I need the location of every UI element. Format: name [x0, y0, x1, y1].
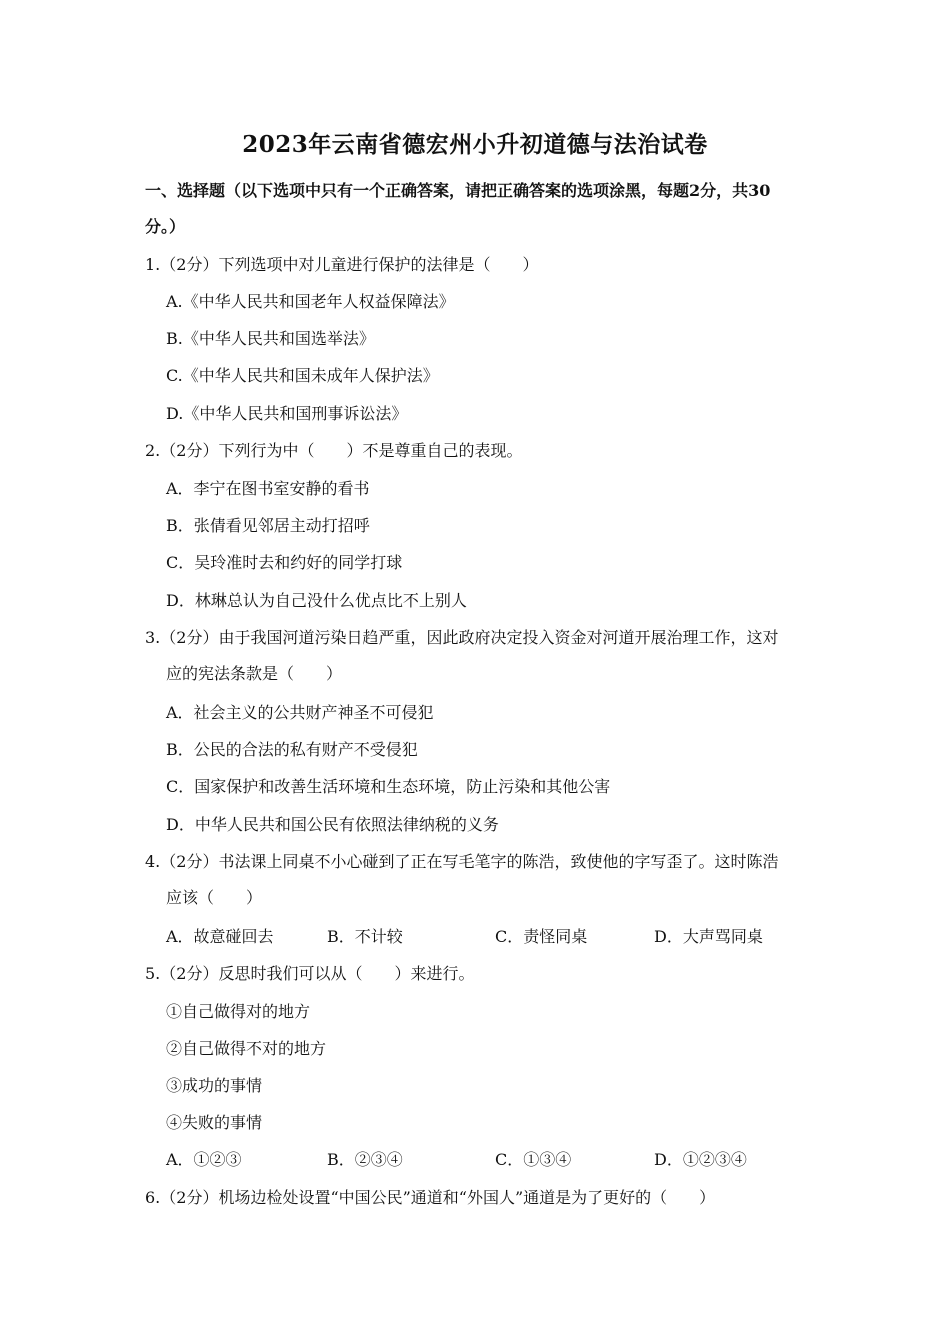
question-1-option-d: D.《中华人民共和国刑事诉讼法》 — [166, 404, 408, 423]
question-5-option-d: D．①②③④ — [654, 1150, 747, 1169]
question-5-option-b: B．②③④ — [327, 1150, 403, 1169]
question-1-option-c: C.《中华人民共和国未成年人保护法》 — [166, 366, 439, 385]
question-2-stem: 2.（2分）下列行为中（ ）不是尊重自己的表现。 — [145, 441, 523, 460]
question-3-stem-cont: 应的宪法条款是（ ） — [166, 664, 343, 683]
question-5-option-a: A．①②③ — [166, 1150, 242, 1169]
question-3-option-a: A．社会主义的公共财产神圣不可侵犯 — [166, 703, 434, 722]
question-5-item-2: ②自己做得不对的地方 — [166, 1039, 327, 1058]
question-1-stem: 1.（2分）下列选项中对儿童进行保护的法律是（ ） — [145, 255, 539, 274]
question-4-stem-cont: 应该（ ） — [166, 888, 263, 907]
question-2-option-a: A．李宁在图书室安静的看书 — [166, 479, 370, 498]
page-title: 2023年云南省德宏州小升初道德与法治试卷 — [242, 131, 708, 158]
question-2-option-b: B．张倩看见邻居主动打招呼 — [166, 516, 370, 535]
question-5-item-4: ④失败的事情 — [166, 1113, 263, 1132]
question-5-stem: 5.（2分）反思时我们可以从（ ）来进行。 — [145, 964, 475, 983]
question-2-option-d: D．林琳总认为自己没什么优点比不上别人 — [166, 591, 467, 610]
question-6-stem: 6.（2分）机场边检处设置“中国公民”通道和“外国人”通道是为了更好的（ ） — [145, 1188, 716, 1207]
section-heading-cont: 分。） — [145, 217, 186, 236]
question-3-option-d: D．中华人民共和国公民有依照法律纳税的义务 — [166, 815, 499, 834]
question-5-option-c: C．①③④ — [495, 1150, 572, 1169]
question-2-option-c: C．吴玲准时去和约好的同学打球 — [166, 553, 403, 572]
question-3-option-c: C．国家保护和改善生活环境和生态环境，防止污染和其他公害 — [166, 777, 611, 796]
question-5-item-1: ①自己做得对的地方 — [166, 1002, 311, 1021]
section-heading: 一、选择题（以下选项中只有一个正确答案，请把正确答案的选项涂黑，每题2分，共30 — [145, 181, 771, 200]
question-1-option-b: B.《中华人民共和国选举法》 — [166, 329, 375, 348]
question-1-option-a: A.《中华人民共和国老年人权益保障法》 — [166, 292, 455, 311]
question-3-stem: 3.（2分）由于我国河道污染日趋严重，因此政府决定投入资金对河道开展治理工作，这对 — [145, 628, 779, 647]
question-4-option-d: D．大声骂同桌 — [654, 927, 763, 946]
question-5-item-3: ③成功的事情 — [166, 1076, 263, 1095]
question-3-option-b: B．公民的合法的私有财产不受侵犯 — [166, 740, 418, 759]
question-4-option-a: A．故意碰回去 — [166, 927, 274, 946]
question-4-option-c: C．责怪同桌 — [495, 927, 588, 946]
question-4-option-b: B．不计较 — [327, 927, 403, 946]
question-4-stem: 4.（2分）书法课上同桌不小心碰到了正在写毛笔字的陈浩，致使他的字写歪了。这时陈浩 — [145, 852, 779, 871]
